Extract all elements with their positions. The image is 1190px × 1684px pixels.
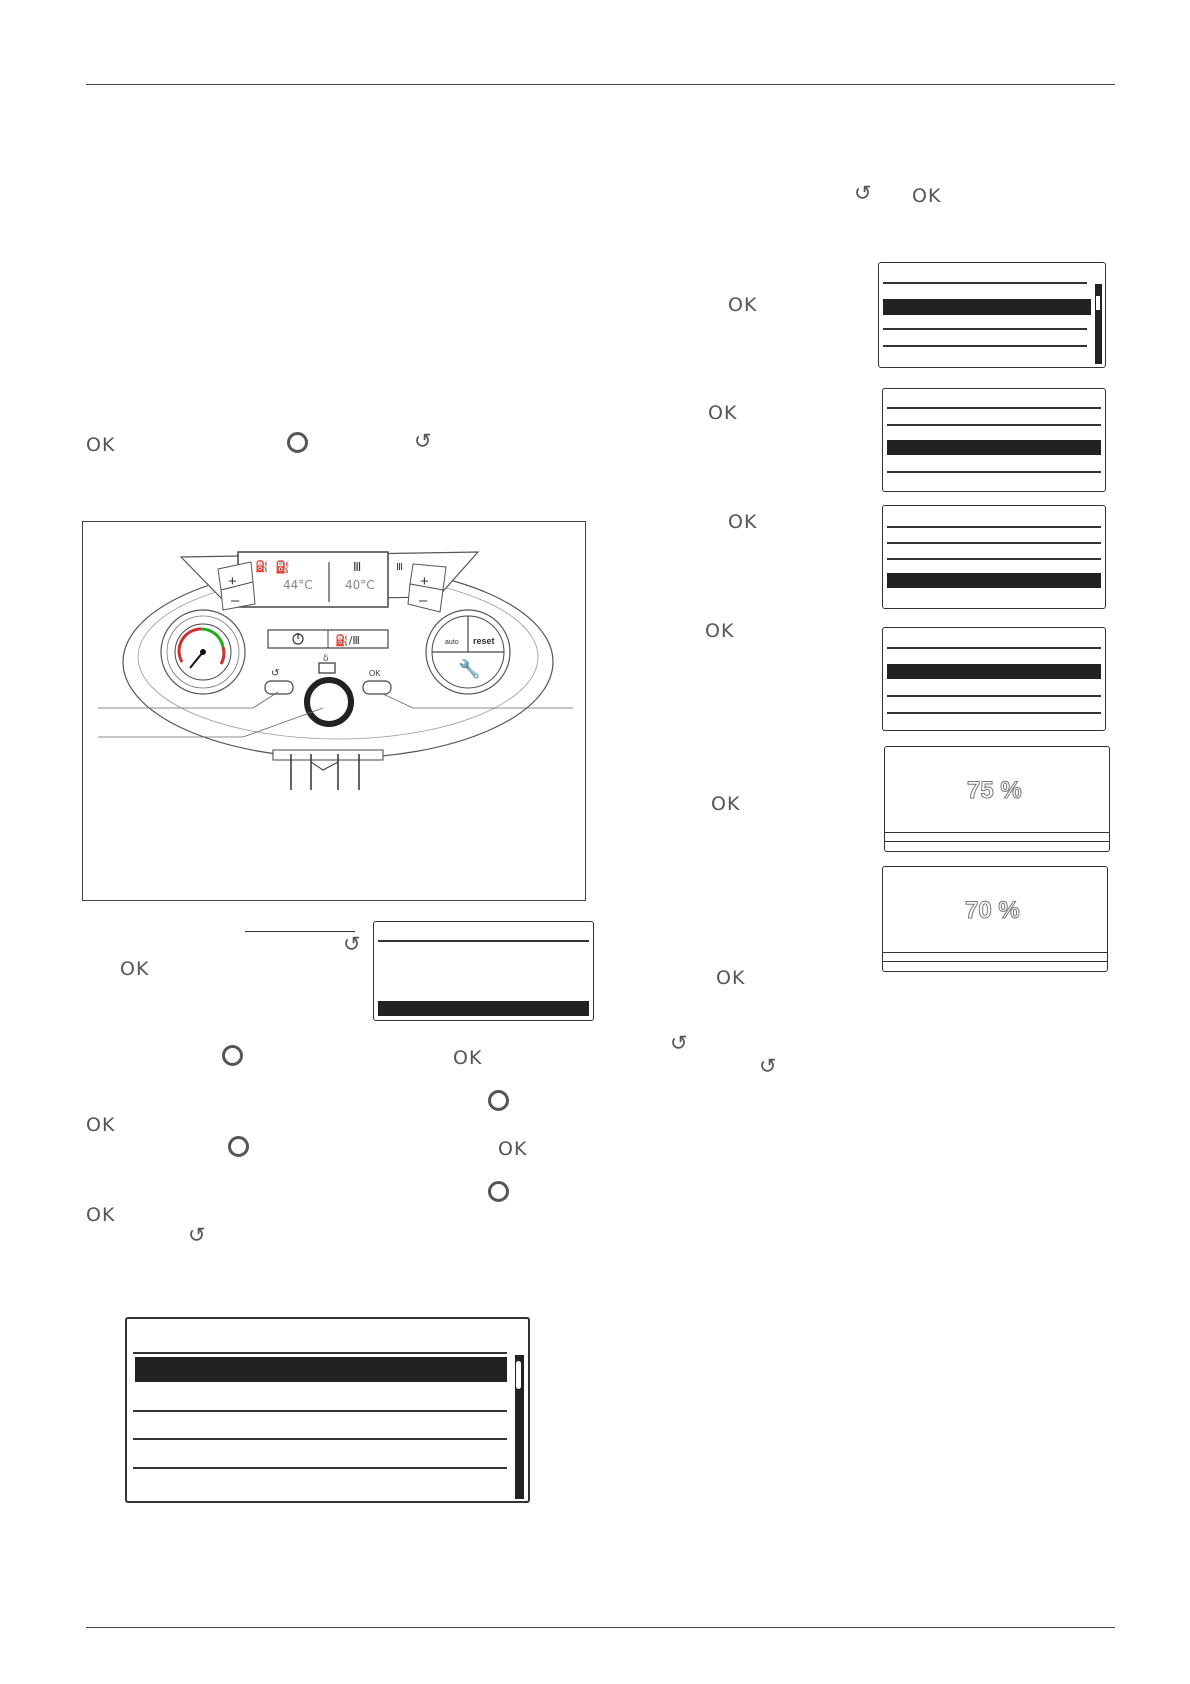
tap-icon: ⛽ (275, 560, 290, 574)
display-screen-5 (882, 627, 1106, 731)
back-button-icon: ↺ (759, 1054, 777, 1078)
back-button-icon: ↺ (414, 429, 432, 453)
ok-button-icon: OK (912, 185, 942, 207)
display-screen-6 (884, 746, 1110, 852)
back-button-icon: ↺ (670, 1031, 688, 1055)
radiator-icon: Ⅲ (353, 560, 362, 574)
caption-underline (245, 931, 355, 932)
percent-value-75: 75 % (967, 777, 1022, 804)
ok-button-icon: OK (453, 1047, 483, 1069)
rotary-knob-icon (287, 432, 308, 453)
ok-button-icon: OK (716, 967, 746, 989)
ok-button-icon: OK (498, 1138, 528, 1160)
ok-button-icon: OK (711, 793, 741, 815)
display-screen-large (125, 1317, 530, 1503)
back-button-icon: ↺ (854, 181, 872, 205)
ok-button-icon: OK (728, 511, 758, 533)
flame-icon: δ (323, 654, 329, 664)
rotary-knob-icon (488, 1090, 509, 1111)
display-screen-3 (882, 388, 1106, 492)
back-small-icon: ↺ (271, 668, 280, 679)
rotary-knob-icon (222, 1045, 243, 1066)
ok-button-icon: OK (120, 958, 150, 980)
ok-button-icon: OK (86, 1114, 116, 1136)
ok-button-icon: OK (86, 1204, 116, 1226)
ok-button-icon: OK (705, 620, 735, 642)
display-screen-4 (882, 505, 1106, 609)
ok-button-icon: OK (708, 402, 738, 424)
display-screen-2 (878, 262, 1106, 368)
footer-rule (86, 1627, 1115, 1628)
dhw-minus-button: – (231, 592, 240, 609)
ch-minus-button: – (419, 592, 428, 609)
dhw-plus-button: + (228, 573, 237, 590)
ok-button-icon: OK (728, 294, 758, 316)
rotary-knob-icon (228, 1136, 249, 1157)
radiator-small-icon: Ⅲ (396, 562, 403, 573)
mode-icon: ⛽/Ⅲ (335, 634, 360, 647)
control-panel-figure (82, 521, 586, 901)
back-button-icon: ↺ (343, 932, 361, 956)
auto-button: auto (445, 639, 459, 646)
wrench-icon: 🔧 (458, 659, 481, 680)
display-screen-1 (373, 921, 594, 1021)
ok-button-icon: OK (86, 434, 116, 456)
rotary-knob-icon (488, 1181, 509, 1202)
back-button-icon: ↺ (188, 1223, 206, 1247)
reset-button: reset (473, 636, 495, 646)
percent-value-70: 70 % (965, 897, 1020, 924)
display-screen-7 (882, 866, 1108, 972)
header-rule (86, 84, 1115, 85)
dhw-temp-label: 44°C (283, 578, 313, 592)
control-panel-drawing (83, 522, 587, 902)
tap-small-icon: ⛽ (255, 560, 269, 573)
ch-temp-label: 40°C (345, 578, 375, 592)
ch-plus-button: + (420, 573, 429, 590)
ok-small-label: OK (369, 669, 381, 678)
